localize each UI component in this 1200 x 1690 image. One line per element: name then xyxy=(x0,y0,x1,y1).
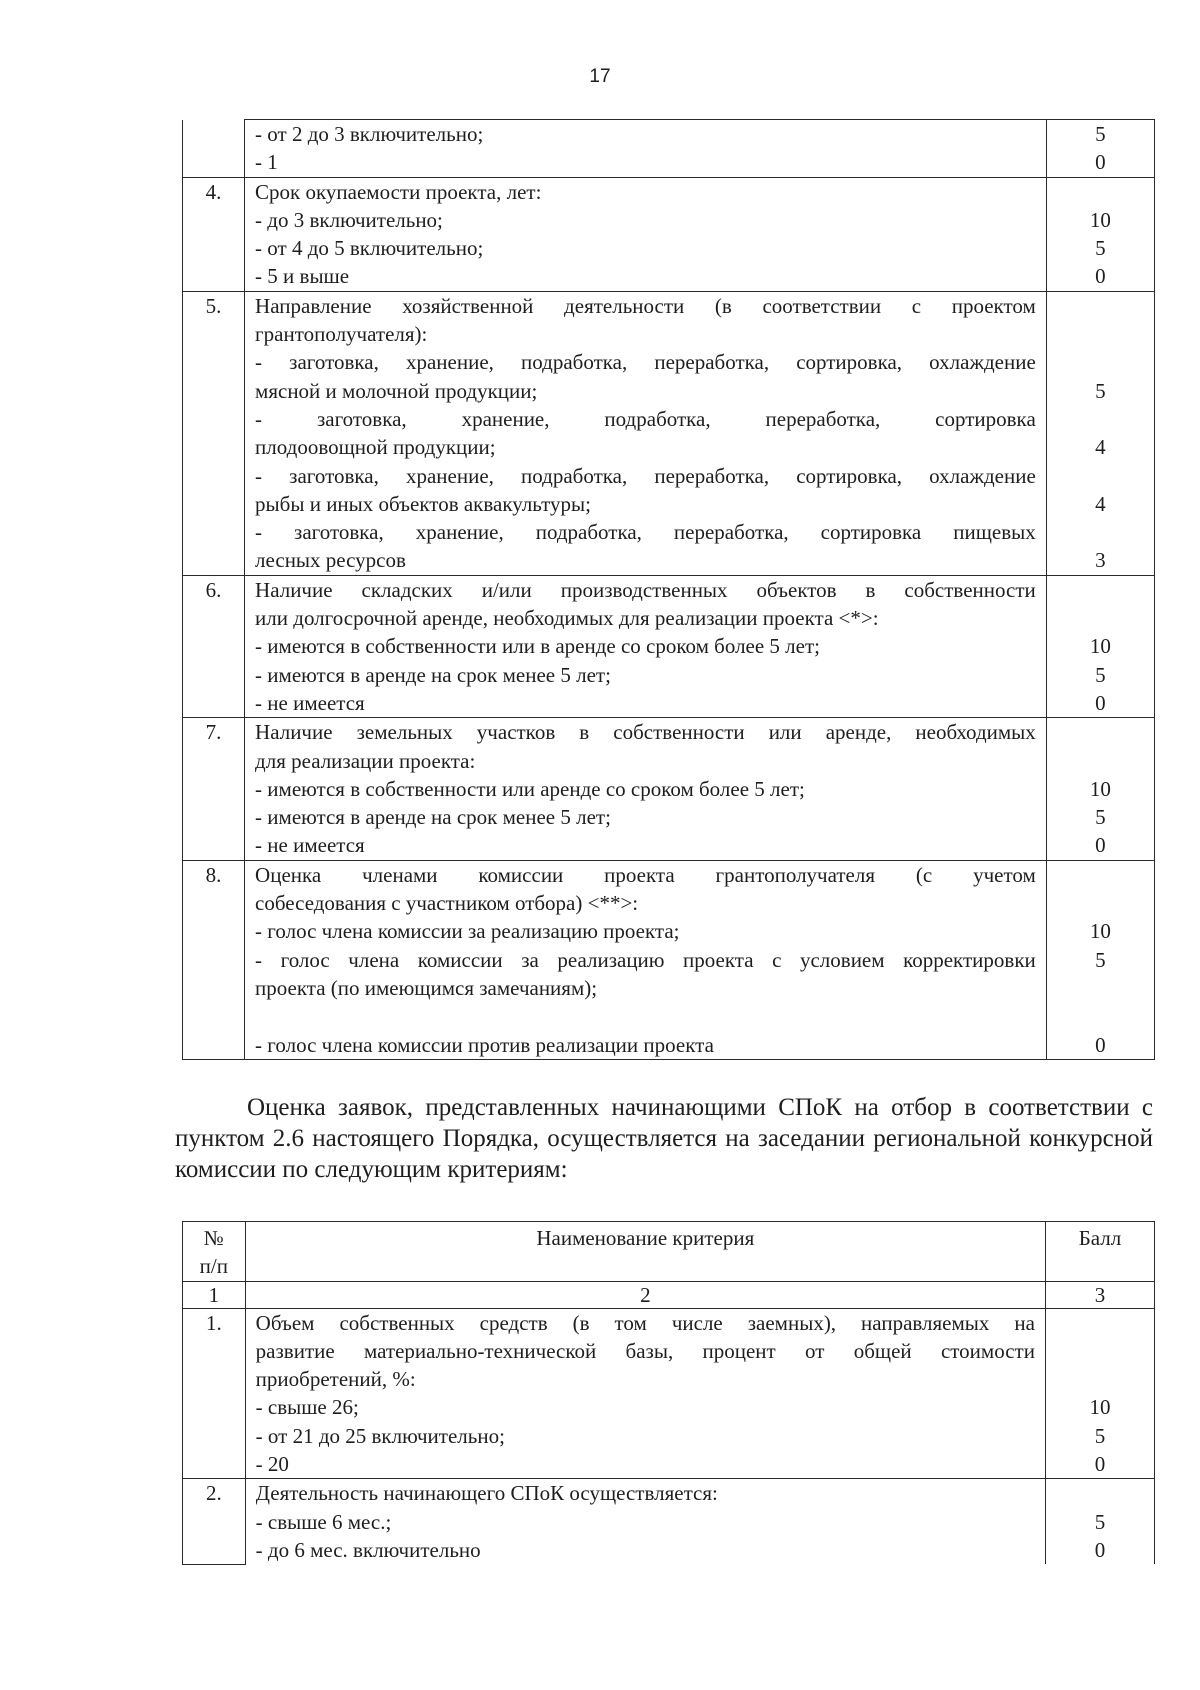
score-value: 4 xyxy=(1095,491,1106,516)
criterion-line: - имеются в собственности или в аренде со сроком более 5 лет; xyxy=(255,634,820,659)
score-value xyxy=(1046,1479,1154,1507)
header-score xyxy=(1045,1222,1154,1282)
criterion-line: - голос члена комиссии за реализацию проекта; xyxy=(255,919,680,944)
score-cell xyxy=(1046,860,1154,1059)
table-row xyxy=(183,291,1155,575)
score-value xyxy=(1047,576,1154,604)
criterion-line: - заготовка, хранение, подработка, переработка, сортировка, охлаждение xyxy=(255,463,1036,488)
criterion-line: - имеются в аренде на срок менее 5 лет; xyxy=(255,805,611,830)
score-cell xyxy=(1045,1479,1154,1564)
criterion-line: - от 2 до 3 включительно; xyxy=(255,122,484,146)
score-value xyxy=(1047,718,1154,746)
criterion-line: Направление хозяйственной деятельности (в соответствии с проектом xyxy=(255,293,1036,318)
criterion-line: или долгосрочной аренде, необходимых для реализации проекта <*>: xyxy=(255,606,879,631)
criterion-line xyxy=(255,1002,1036,1030)
criterion-line: плодоовощной продукции; xyxy=(255,435,496,460)
score-value xyxy=(1047,348,1154,376)
score-value: 5 xyxy=(1095,662,1106,687)
criterion-line: Оценка членами комиссии проекта грантополучателя (с учетом xyxy=(255,862,1036,887)
row-number: 7. xyxy=(183,718,245,860)
column-index-row xyxy=(183,1281,1155,1308)
score-value: 0 xyxy=(1094,1537,1106,1562)
criterion-line: - 20 xyxy=(255,1452,289,1477)
criterion-line: - заготовка, хранение, подработка, переработка, сортировка xyxy=(255,406,1036,431)
row-number: 5. xyxy=(183,291,245,575)
row-number: 2. xyxy=(183,1479,246,1564)
table-header-row xyxy=(183,1222,1155,1282)
index-score: 3 xyxy=(1045,1281,1154,1308)
score-value: 0 xyxy=(1095,1032,1106,1057)
criterion-line: проекта (по имеющимся замечаниям); xyxy=(255,975,598,1000)
score-value: 0 xyxy=(1095,833,1106,858)
score-cell xyxy=(1046,177,1154,291)
table-row xyxy=(183,1308,1155,1479)
index-num: 1 xyxy=(183,1281,246,1308)
criterion-line: Объем собственных средств (в том числе заемных), направляемых на xyxy=(255,1310,1035,1335)
criterion-line: - имеются в собственности или аренде со сроком более 5 лет; xyxy=(255,776,805,801)
score-value: 0 xyxy=(1095,150,1106,175)
score-value xyxy=(1047,889,1154,917)
score-cell xyxy=(1045,1308,1154,1479)
criterion-text xyxy=(245,120,1047,178)
page-number: 17 xyxy=(589,66,611,87)
criterion-line: Наличие земельных участков в собственности или аренде, необходимых xyxy=(255,720,1036,745)
criterion-line: - до 6 мес. включительно xyxy=(255,1537,481,1562)
table-row xyxy=(183,120,1155,178)
intro-paragraph-text: Оценка заявок, представленных начинающими СПоК на отбор в соответствии с пунктом 2.6 настоящего Порядка, осуществляется на заседании региональной конкурсной комиссии по следующим критериям: xyxy=(175,1094,1153,1183)
criterion-line: развитие материально-технической базы, процент от общей стоимости xyxy=(255,1338,1035,1363)
criterion-line: - от 21 до 25 включительно; xyxy=(255,1423,505,1448)
criterion-line: - не имеется xyxy=(255,690,365,715)
score-value xyxy=(1047,462,1154,490)
score-value xyxy=(1047,178,1154,206)
score-value xyxy=(1046,1309,1154,1337)
criterion-line: приобретений, %: xyxy=(255,1367,416,1392)
score-value: 10 xyxy=(1089,634,1111,659)
criterion-line: для реализации проекта: xyxy=(255,748,476,773)
table-row xyxy=(183,575,1155,717)
criterion-line: Срок окупаемости проекта, лет: xyxy=(255,179,542,204)
criterion-line: - имеются в аренде на срок менее 5 лет; xyxy=(255,662,611,687)
score-value xyxy=(1047,518,1154,546)
score-value xyxy=(1046,1365,1154,1393)
score-value: 5 xyxy=(1095,378,1106,403)
criterion-line: собеседования с участником отбора) <**>: xyxy=(255,891,639,916)
criterion-line: - голос члена комиссии против реализации проекта xyxy=(255,1032,714,1057)
score-cell xyxy=(1046,575,1154,717)
criterion-line: - не имеется xyxy=(255,833,365,858)
header-num xyxy=(183,1222,246,1282)
criterion-line: Деятельность начинающего СПоК осуществляется: xyxy=(255,1481,718,1506)
criterion-line: - до 3 включительно; xyxy=(255,207,443,232)
score-value: 10 xyxy=(1089,776,1111,801)
criterion-text xyxy=(245,718,1047,860)
criterion-line: - 5 и выше xyxy=(255,264,350,289)
criterion-text xyxy=(245,1479,1045,1564)
score-value: 4 xyxy=(1095,435,1106,460)
index-name: 2 xyxy=(245,1281,1045,1308)
score-value xyxy=(1047,604,1154,632)
criterion-text xyxy=(245,575,1047,717)
criterion-line: - свыше 26; xyxy=(255,1395,359,1420)
header-score-label: Балл xyxy=(1078,1226,1122,1250)
table-row xyxy=(183,177,1155,291)
header-num-label: № п/п xyxy=(199,1226,228,1279)
criterion-line: - заготовка, хранение, подработка, переработка, сортировка пищевых xyxy=(255,520,1036,545)
criterion-text xyxy=(245,1308,1045,1479)
header-name-label: Наименование критерия xyxy=(536,1226,755,1250)
row-number: 6. xyxy=(183,575,245,717)
score-value: 10 xyxy=(1089,1395,1111,1420)
criterion-text xyxy=(245,291,1047,575)
score-value xyxy=(1047,861,1154,889)
criterion-line: Наличие складских и/или производственных объектов в собственности xyxy=(255,577,1036,602)
score-value xyxy=(1047,747,1154,775)
score-value: 5 xyxy=(1095,236,1106,261)
score-value: 5 xyxy=(1095,122,1106,146)
score-value: 0 xyxy=(1095,690,1106,715)
score-cell xyxy=(1046,718,1154,860)
criteria-table-new-spok xyxy=(182,1221,1155,1565)
score-value xyxy=(1047,1002,1154,1030)
table-row xyxy=(183,860,1155,1059)
criterion-line: - 1 xyxy=(255,150,278,175)
criterion-line: грантополучателя): xyxy=(255,322,428,347)
header-name xyxy=(245,1222,1045,1282)
score-value: 5 xyxy=(1094,1423,1106,1448)
score-value: 0 xyxy=(1095,264,1106,289)
score-cell xyxy=(1046,291,1154,575)
table-row xyxy=(183,1479,1155,1564)
criterion-line: - голос члена комиссии за реализацию проекта с условием корректировки xyxy=(255,947,1036,972)
score-value xyxy=(1047,405,1154,433)
score-value xyxy=(1046,1337,1154,1365)
score-value: 0 xyxy=(1094,1452,1106,1477)
row-number xyxy=(183,120,245,178)
criterion-line: - заготовка, хранение, подработка, переработка, сортировка, охлаждение xyxy=(255,350,1036,375)
intro-paragraph xyxy=(175,1092,1153,1185)
criterion-text xyxy=(245,860,1047,1059)
score-value xyxy=(1047,974,1154,1002)
row-number: 4. xyxy=(183,177,245,291)
score-value: 10 xyxy=(1089,207,1111,232)
criterion-line: мясной и молочной продукции; xyxy=(255,378,538,403)
criterion-text xyxy=(245,177,1047,291)
score-cell xyxy=(1046,120,1154,178)
score-value: 5 xyxy=(1094,1509,1106,1534)
row-number: 1. xyxy=(183,1308,246,1479)
table-row xyxy=(183,718,1155,860)
score-value: 5 xyxy=(1095,947,1106,972)
criteria-table-continued xyxy=(182,119,1155,1060)
score-value: 5 xyxy=(1095,805,1106,830)
score-value: 10 xyxy=(1089,919,1111,944)
row-number: 8. xyxy=(183,860,245,1059)
score-value xyxy=(1047,320,1154,348)
criterion-line: лесных ресурсов xyxy=(255,548,406,573)
score-value xyxy=(1047,292,1154,320)
criterion-line: рыбы и иных объектов аквакультуры; xyxy=(255,491,591,516)
criterion-line: - свыше 6 мес.; xyxy=(255,1509,392,1534)
criterion-line: - от 4 до 5 включительно; xyxy=(255,236,484,261)
score-value: 3 xyxy=(1095,548,1106,573)
